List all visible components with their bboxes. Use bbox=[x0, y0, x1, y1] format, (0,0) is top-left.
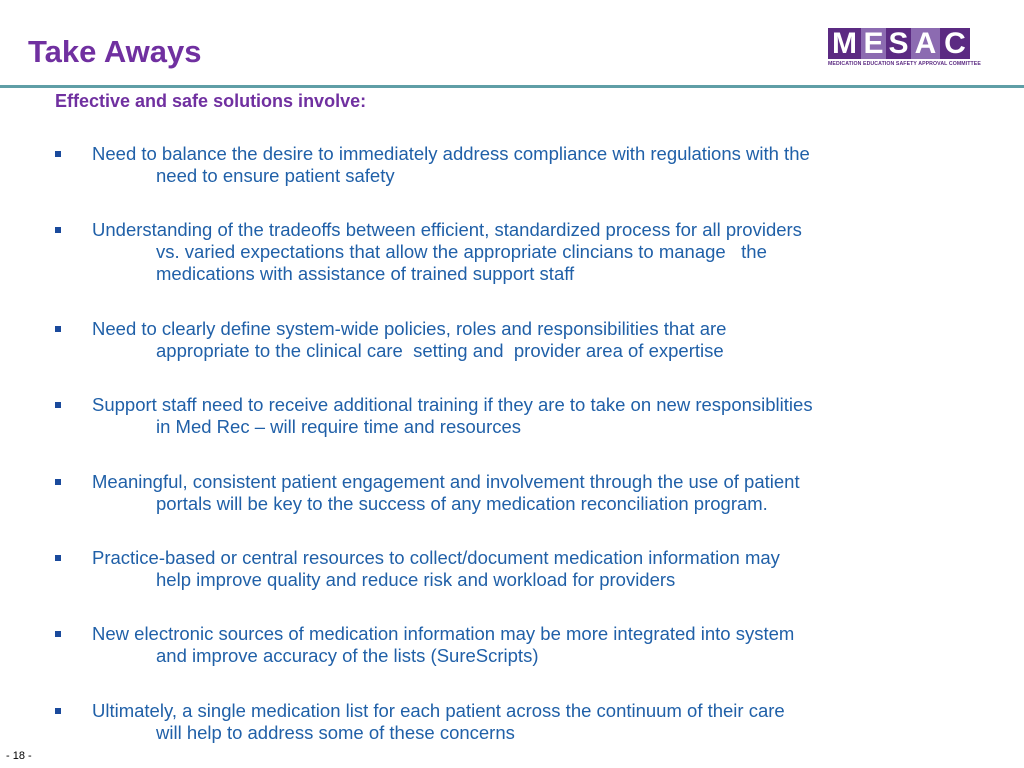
logo-letter-a: A bbox=[911, 28, 940, 59]
bullet-line: help improve quality and reduce risk and workload for providers bbox=[156, 569, 676, 590]
square-bullet-icon bbox=[55, 326, 61, 332]
bullet-line: will help to address some of these concerns bbox=[156, 722, 515, 743]
bullet-text bbox=[92, 143, 992, 187]
logo-letter-e: E bbox=[861, 28, 886, 59]
logo-tagline: MEDICATION EDUCATION SAFETY APPROVAL COMMITTEE bbox=[828, 61, 981, 67]
bullet-item bbox=[0, 318, 1024, 378]
bullet-text bbox=[92, 318, 992, 362]
mesac-logo bbox=[828, 27, 981, 70]
logo-letter-c: C bbox=[940, 28, 970, 59]
bullet-text bbox=[92, 394, 992, 438]
header-divider bbox=[0, 85, 1024, 88]
bullet-text bbox=[92, 623, 992, 667]
bullet-item bbox=[0, 219, 1024, 284]
bullet-text bbox=[92, 547, 992, 591]
bullet-line: Meaningful, consistent patient engagement and involvement through the use of patient bbox=[92, 471, 800, 492]
bullet-item bbox=[0, 623, 1024, 683]
bullet-item bbox=[0, 143, 1024, 203]
bullet-line: Practice-based or central resources to collect/document medication information may bbox=[92, 547, 780, 568]
square-bullet-icon bbox=[55, 151, 61, 157]
bullet-line: in Med Rec – will require time and resources bbox=[156, 416, 522, 437]
bullet-item bbox=[0, 547, 1024, 607]
bullet-line: Need to clearly define system-wide policies, roles and responsibilities that are bbox=[92, 318, 727, 339]
bullet-text bbox=[92, 471, 992, 515]
bullet-line: Understanding of the tradeoffs between efficient, standardized process for all providers bbox=[92, 219, 802, 240]
bullet-text bbox=[92, 219, 992, 285]
bullet-line: need to ensure patient safety bbox=[156, 165, 395, 186]
square-bullet-icon bbox=[55, 227, 61, 233]
bullet-line: Need to balance the desire to immediately address compliance with regulations with the bbox=[92, 143, 810, 164]
bullet-line: portals will be key to the success of any medication reconciliation program. bbox=[156, 493, 768, 514]
square-bullet-icon bbox=[55, 708, 61, 714]
bullet-line: and improve accuracy of the lists (SureScripts) bbox=[156, 645, 539, 666]
logo-letters bbox=[828, 28, 970, 59]
bullet-line: vs. varied expectations that allow the appropriate clincians to manage the bbox=[156, 241, 767, 262]
square-bullet-icon bbox=[55, 555, 61, 561]
page-number: - 18 - bbox=[6, 750, 32, 762]
bullet-line: Support staff need to receive additional training if they are to take on new responsiblities bbox=[92, 394, 813, 415]
bullet-line: appropriate to the clinical care setting and provider area of expertise bbox=[156, 340, 724, 361]
bullet-line: New electronic sources of medication information may be more integrated into system bbox=[92, 623, 795, 644]
square-bullet-icon bbox=[55, 402, 61, 408]
square-bullet-icon bbox=[55, 631, 61, 637]
square-bullet-icon bbox=[55, 479, 61, 485]
bullet-item bbox=[0, 700, 1024, 760]
slide-title: Take Aways bbox=[28, 34, 202, 69]
bullet-line: medications with assistance of trained support staff bbox=[156, 263, 575, 284]
bullet-line: Ultimately, a single medication list for each patient across the continuum of their care bbox=[92, 700, 785, 721]
bullet-item bbox=[0, 394, 1024, 454]
bullet-item bbox=[0, 471, 1024, 531]
logo-letter-s: S bbox=[886, 28, 911, 59]
bullet-text bbox=[92, 700, 992, 744]
logo-letter-m: M bbox=[828, 28, 861, 59]
slide-subtitle: Effective and safe solutions involve: bbox=[55, 91, 367, 111]
